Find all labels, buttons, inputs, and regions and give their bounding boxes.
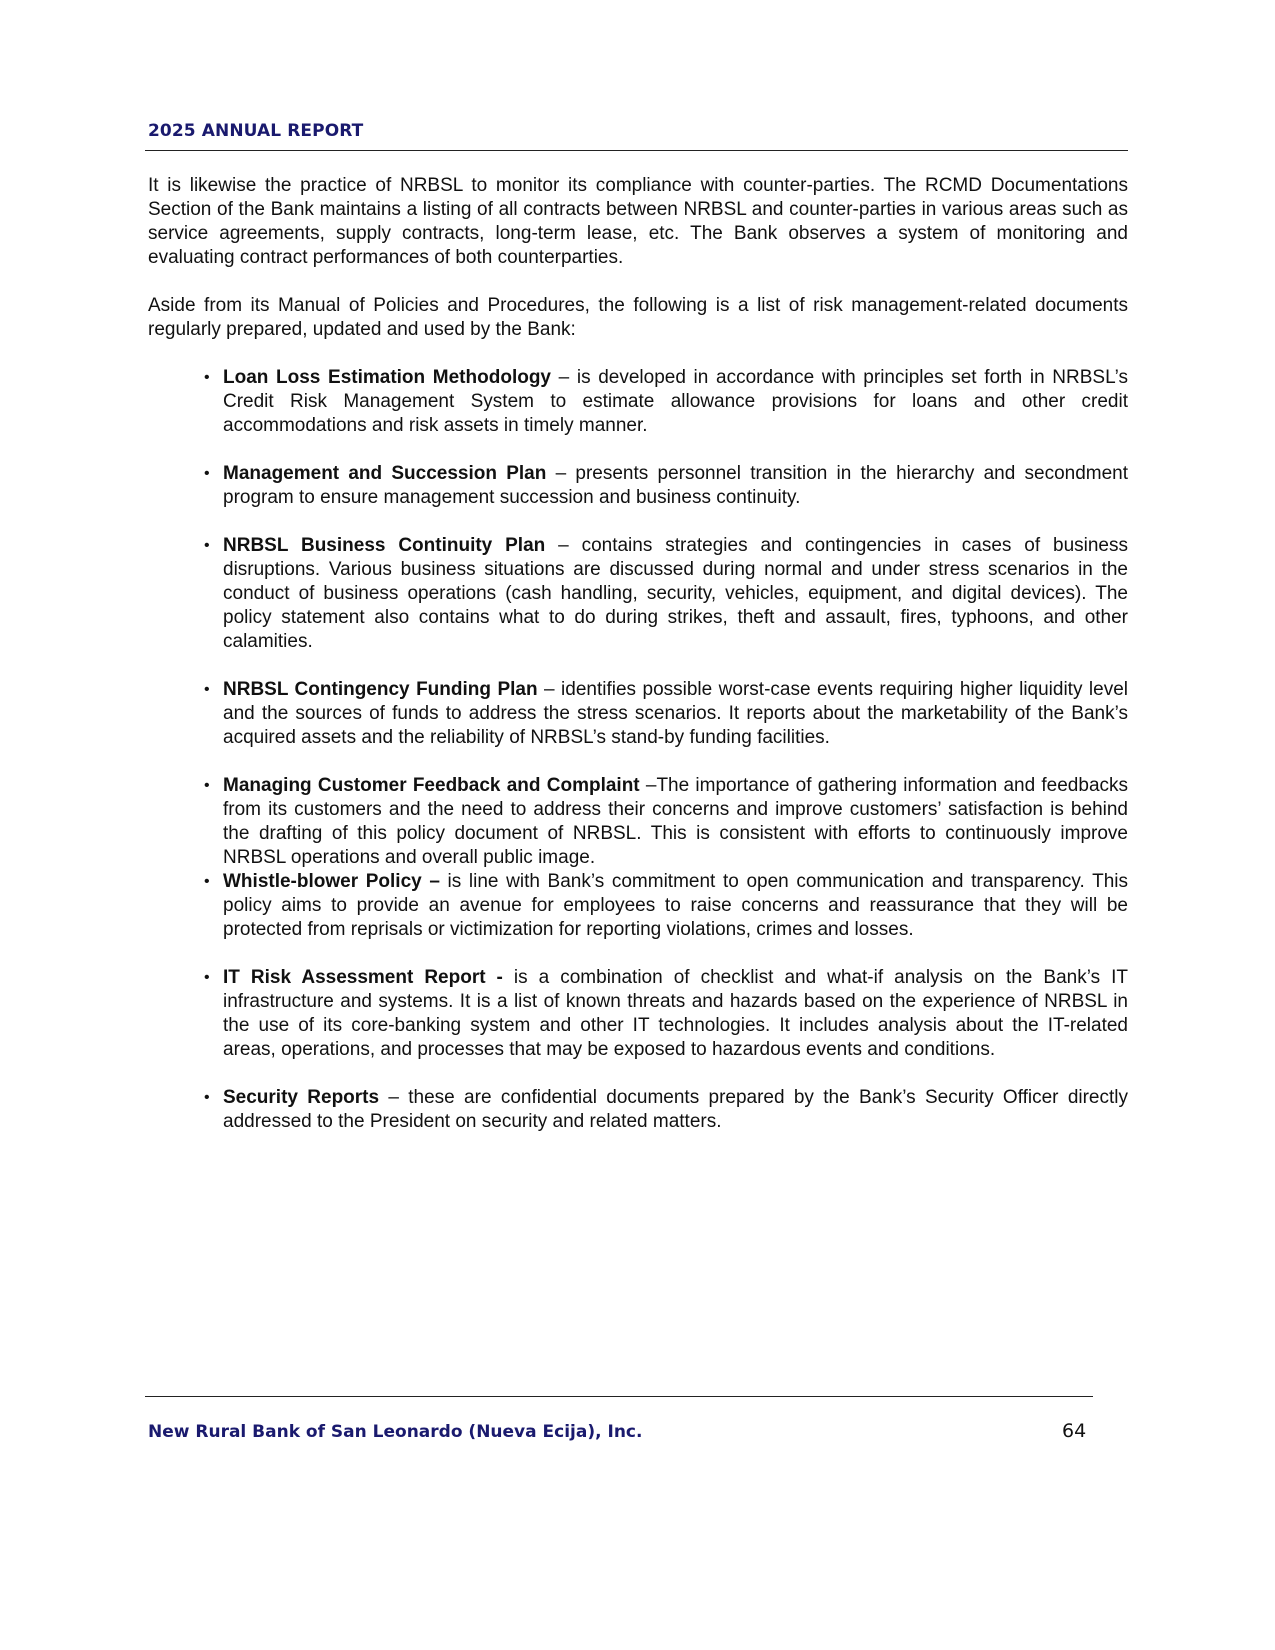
header-divider xyxy=(145,150,1128,151)
list-item-text: – these are confidential documents prepared by the Bank’s Security Officer directly addressed to the President on security and related matters. xyxy=(223,1087,1128,1132)
paragraph-counterparty-monitoring: It is likewise the practice of NRBSL to monitor its compliance with counter-parties. The RCMD Documentations Section of the Bank maintains a listing of all contracts between NRBSL and counter-parties in various areas such as service agreements, supply contracts, long-term lease, etc. The Bank observes a system of monitoring and evaluating contract performances of both counterparties. xyxy=(148,175,1128,268)
bullet-icon: • xyxy=(204,369,210,386)
list-item-title: IT Risk Assessment Report - xyxy=(223,967,503,988)
list-item-text: – presents personnel transition in the hierarchy and secondment program to ensure management succession and business continuity. xyxy=(223,463,1129,508)
bullet-icon: • xyxy=(204,969,210,986)
list-item-text: – is developed in accordance with principles set forth in NRBSL’s Credit Risk Management System to estimate allowance provisions for loans and other credit accommodations and risk assets in timely manner. xyxy=(223,367,1128,436)
bullet-icon: • xyxy=(204,777,210,794)
list-item xyxy=(148,678,1128,750)
list-item-text: is line with Bank’s commitment to open communication and transparency. This policy aims to provide an avenue for employees to raise concerns and reassurance that they will be protected from reprisals or victimization for reporting violations, crimes and losses. xyxy=(223,871,1128,940)
bullet-icon: • xyxy=(204,465,210,482)
list-item xyxy=(148,534,1128,654)
risk-documents-list xyxy=(148,366,1128,1134)
list-item-title: Loan Loss Estimation Methodology xyxy=(223,367,551,388)
bullet-icon: • xyxy=(204,537,210,554)
list-item-text: – identifies possible worst-case events requiring higher liquidity level and the sources of funds to address the stress scenarios. It reports about the marketability of the Bank’s acquired assets and the reliability of NRBSL’s stand-by funding facilities. xyxy=(223,679,1128,748)
footer-divider xyxy=(145,1396,1093,1397)
list-item-text: is a combination of checklist and what-if analysis on the Bank’s IT infrastructure and systems. It is a list of known threats and hazards based on the experience of NRBSL in the use of its core-banking system and other IT technologies. It includes analysis about the IT-related areas, operations, and processes that may be exposed to hazardous events and conditions. xyxy=(223,967,1128,1060)
list-item xyxy=(148,366,1128,438)
list-item-title: Security Reports xyxy=(223,1087,380,1108)
list-item-title: NRBSL Business Continuity Plan xyxy=(223,535,546,556)
list-item xyxy=(148,462,1128,510)
paragraph-document-list-intro: Aside from its Manual of Policies and Procedures, the following is a list of risk management-related documents regularly prepared, updated and used by the Bank: xyxy=(148,295,1128,340)
list-item-text: –The importance of gathering information and feedbacks from its customers and the need to address their concerns and improve customers’ satisfaction is behind the drafting of this policy document of NRBSL. This is consistent with efforts to continuously improve NRBSL operations and overall public image. xyxy=(223,775,1129,868)
page-number: 64 xyxy=(1062,1420,1087,1442)
report-header-title: 2025 ANNUAL REPORT xyxy=(148,121,364,141)
list-item xyxy=(148,966,1128,1062)
list-item-title: Whistle-blower Policy – xyxy=(223,871,440,892)
list-item-text: – contains strategies and contingencies in cases of business disruptions. Various business situations are discussed during normal and under stress scenarios in the conduct of business operations (cash handling, security, vehicles, equipment, and digital devices). The policy statement also contains what to do during strikes, theft and assault, fires, typhoons, and other calamities. xyxy=(223,535,1128,652)
footer-bank-name: New Rural Bank of San Leonardo (Nueva Ecija), Inc. xyxy=(148,1422,643,1442)
bullet-icon: • xyxy=(204,873,210,890)
list-item xyxy=(148,870,1128,942)
list-item-title: Managing Customer Feedback and Complaint xyxy=(223,775,640,796)
list-item-title: Management and Succession Plan xyxy=(223,463,547,484)
page-content xyxy=(148,174,1128,1158)
list-item xyxy=(148,774,1128,870)
bullet-icon: • xyxy=(204,1089,210,1106)
bullet-icon: • xyxy=(204,681,210,698)
list-item-title: NRBSL Contingency Funding Plan xyxy=(223,679,538,700)
list-item xyxy=(148,1086,1128,1134)
